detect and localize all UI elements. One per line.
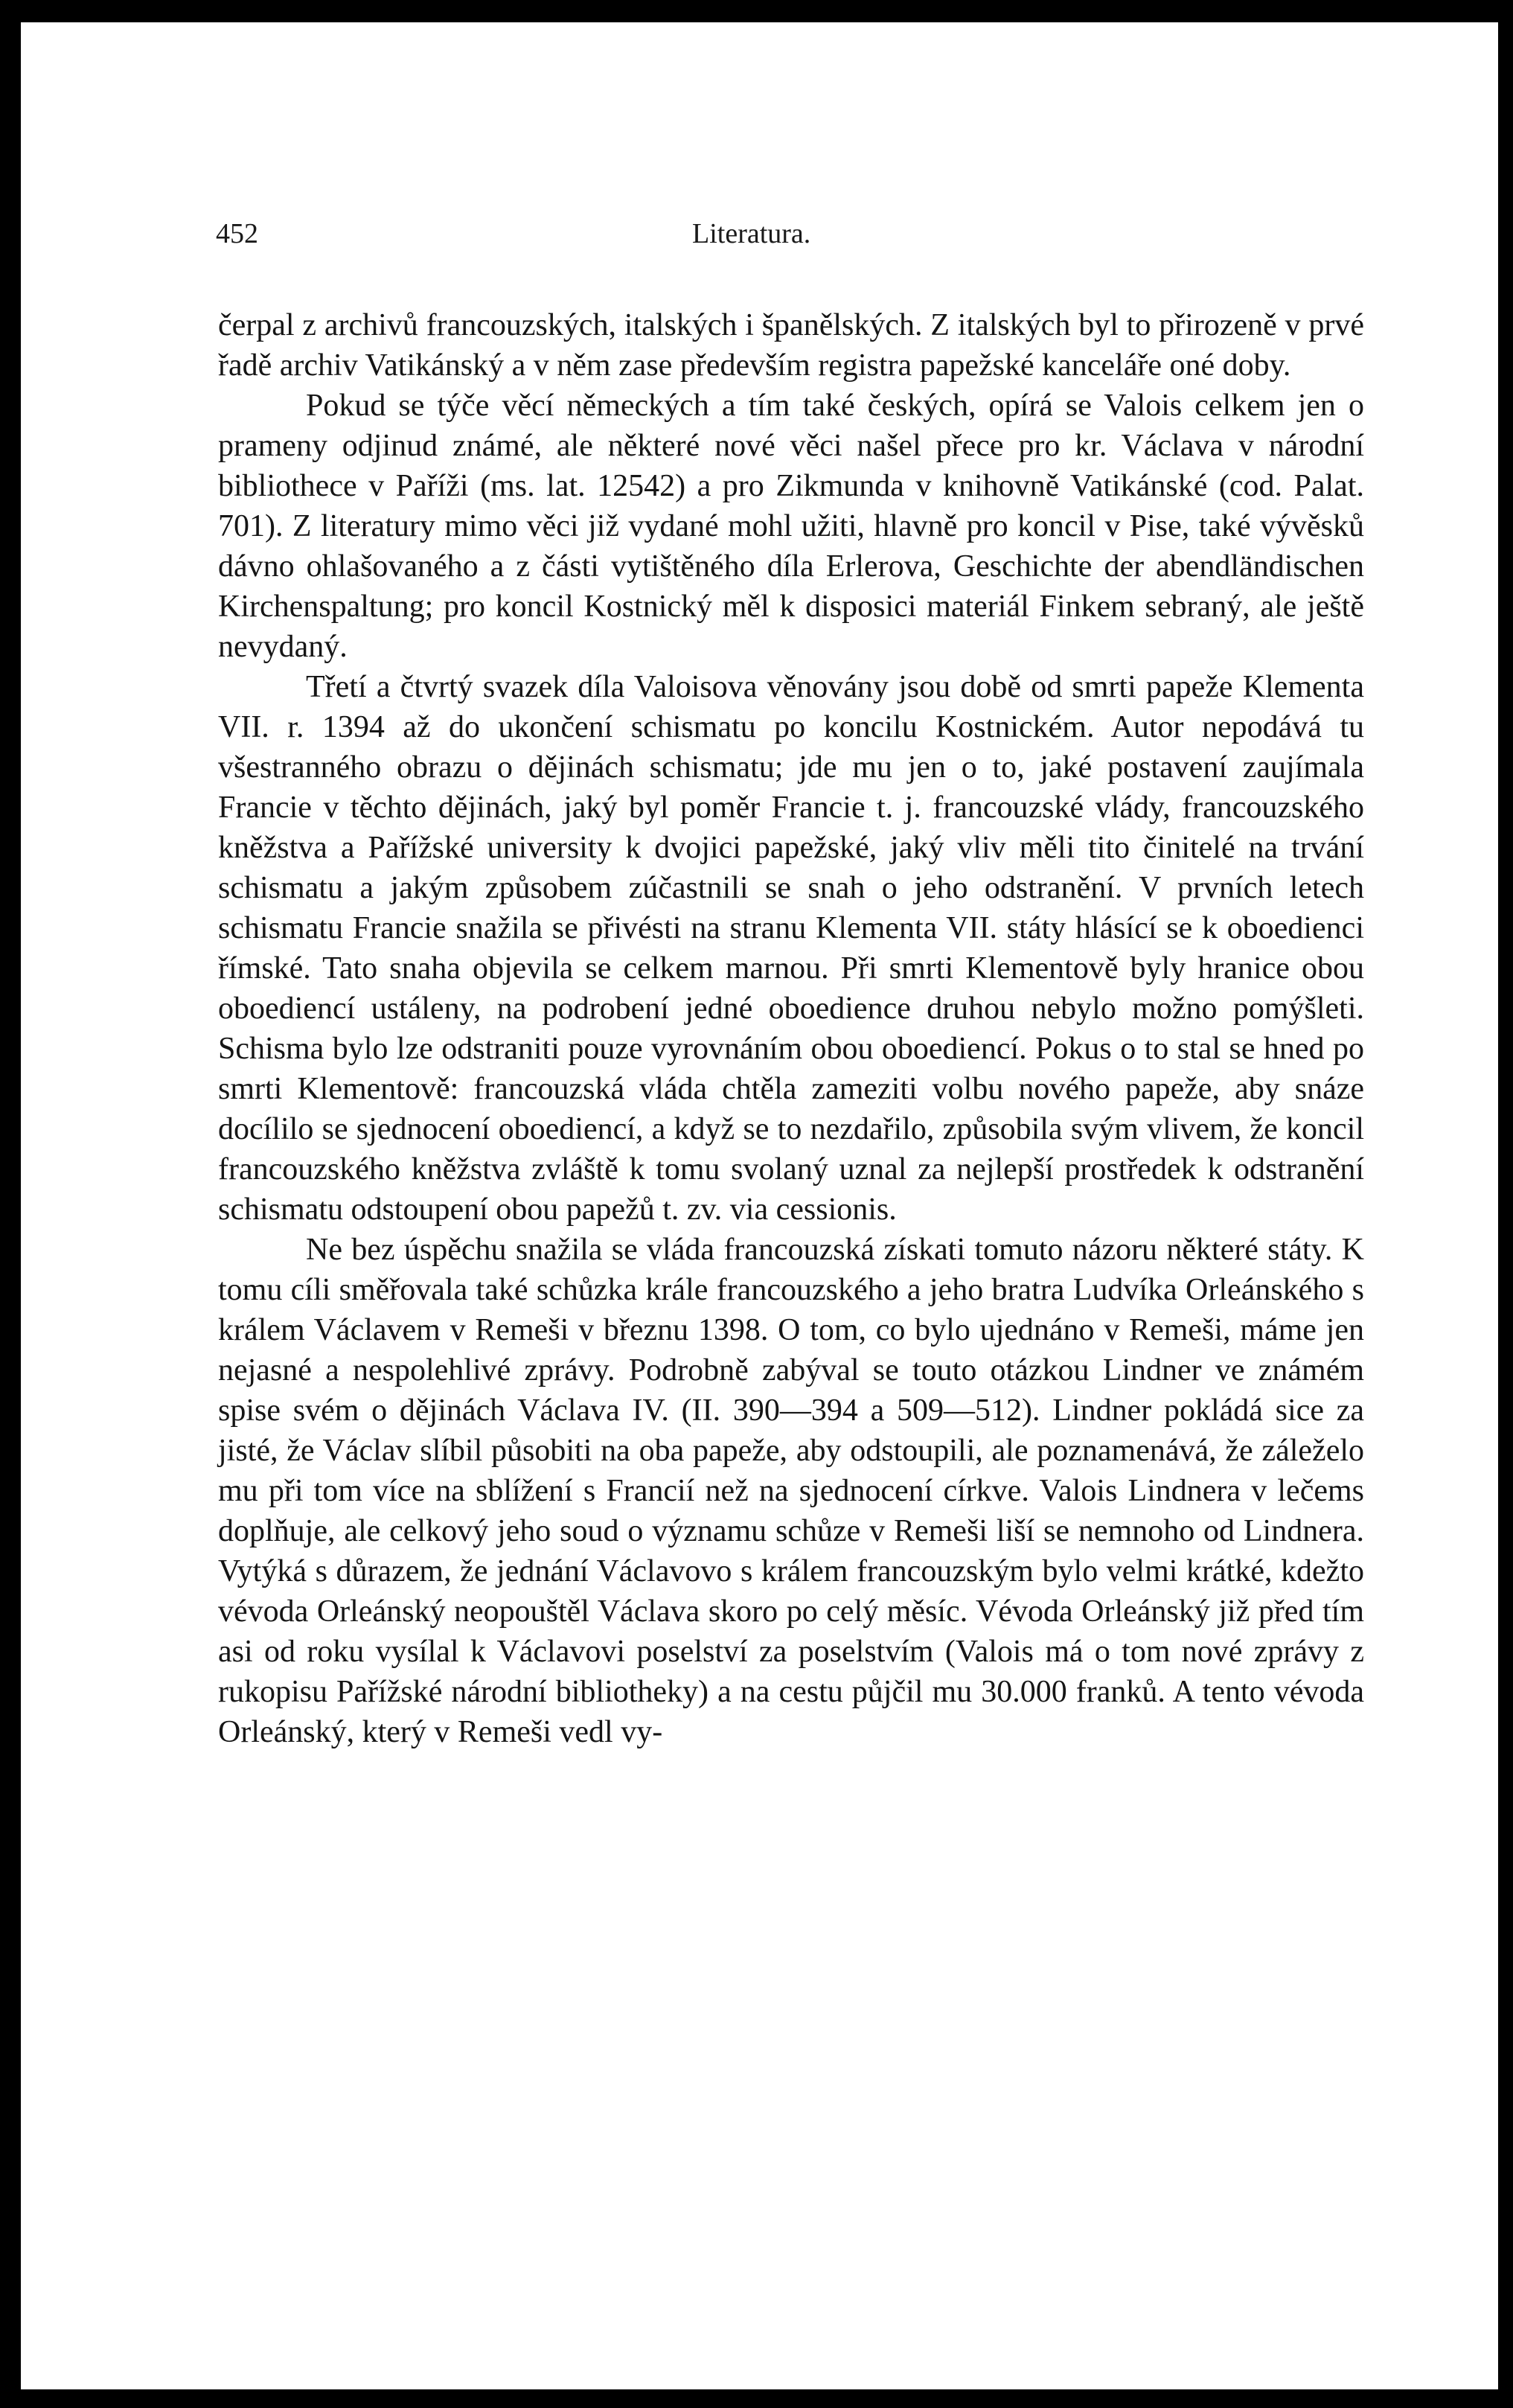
page-header — [21, 217, 1498, 262]
paragraph: Třetí a čtvrtý svazek díla Valoisova věnovány jsou době od smrti papeže Klementa VII. r. 1394 až do ukončení schismatu po koncilu Kostnickém. Autor nepodává tu všestranného obrazu o dějinách schismatu; jde mu jen o to, jaké postavení zaujímala Francie v těchto dějinách, jaký byl poměr Francie t. j. francouzské vlády, francouzského kněžstva a Pařížské university k dvojici papežské, jaký vliv měli tito činitelé na trvání schismatu a jakým způsobem zúčastnili se snah o jeho odstranění. V prvních letech schismatu Francie snažila se přivésti na stranu Klementa VII. státy hlásící se k oboedienci římské. Tato snaha objevila se celkem marnou. Při smrti Klementově byly hranice obou oboediencí ustáleny, na podrobení jedné oboedience druhou nebylo možno pomýšleti. Schisma bylo lze odstraniti pouze vyrovnáním obou oboediencí. Pokus o to stal se hned po smrti Klementově: francouzská vláda chtěla zameziti volbu nového papeže, aby snáze docílilo se sjednocení oboediencí, a když se to nezdařilo, způsobila svým vlivem, že koncil francouzského kněžstva zvláště k tomu svolaný uznal za nejlepší prostředek k odstranění schismatu odstoupení obou papežů t. zv. via cessionis. — [218, 670, 1364, 1227]
book-page — [21, 22, 1498, 2389]
paragraph: Pokud se týče věcí německých a tím také českých, opírá se Valois celkem jen o prameny odjinud známé, ale některé nové věci našel přece pro kr. Václava v národní bibliothece v Paříži (ms. lat. 12542) a pro Zikmunda v knihovně Vatikánské (cod. Palat. 701). Z literatury mimo věci již vydané mohl užiti, hlavně pro koncil v Pise, také vývěsků dávno ohlašovaného a z části vytištěného díla Erlerova, Geschichte der abendländischen Kirchenspaltung; pro koncil Kostnický měl k disposici materiál Finkem sebraný, ale ještě nevydaný. — [218, 389, 1364, 664]
running-title: Literatura. — [692, 218, 811, 249]
paragraph: Ne bez úspěchu snažila se vláda francouzská získati tomuto názoru některé státy. K tomu cíli směřovala také schůzka krále francouzského a jeho bratra Ludvíka Orleánského s králem Václavem v Remeši v březnu 1398. O tom, co bylo ujednáno v Remeši, máme jen nejasné a nespolehlivé zprávy. Podrobně zabýval se touto otázkou Lindner ve známém spise svém o dějinách Václava IV. (II. 390—394 a 509—512). Lindner pokládá sice za jisté, že Václav slíbil působiti na oba papeže, aby odstoupili, ale poznamenává, že záleželo mu při tom více na sblížení s Francií než na sjednocení církve. Valois Lindnera v lečems doplňuje, ale celkový jeho soud o významu schůze v Remeši liší se nemnoho od Lindnera. Vytýká s důrazem, že jednání Václavovo s králem francouzským bylo velmi krátké, kdežto vévoda Orleánský neopouštěl Václava skoro po celý měsíc. Vévoda Orleánský již před tím asi od roku vysílal k Václavovi poselství za poselstvím (Valois má o tom nové zprávy z rukopisu Pařížské národní bibliotheky) a na cestu půjčil mu 30.000 franků. A tento vévoda Orleánský, který v Remeši vedl vy- — [218, 1233, 1364, 1749]
page-number: 452 — [216, 218, 258, 249]
paragraph: čerpal z archivů francouzských, italských i španělských. Z italských byl to přirozeně v prvé řadě archiv Vatikánský a v něm zase především registra papežské kanceláře oné doby. — [218, 308, 1364, 383]
body-text — [218, 305, 1364, 1752]
